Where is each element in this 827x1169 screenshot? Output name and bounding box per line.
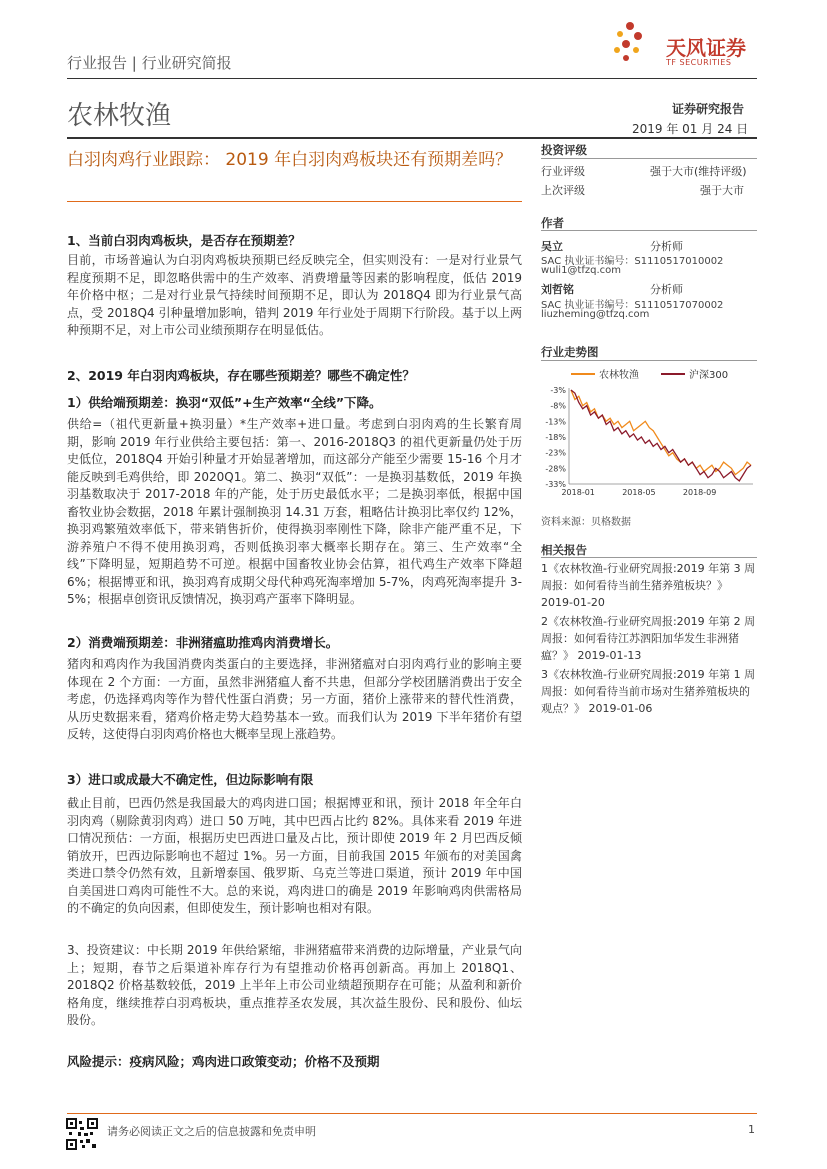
y-tick-label: -18%: [545, 433, 566, 442]
subheading-demand: 2）消费端预期差：非洲猪瘟助推鸡肉消费增长。: [67, 635, 339, 650]
related-list: [541, 560, 757, 717]
legend-label: 农林牧渔: [599, 370, 639, 381]
paragraph-1: 目前，市场普遍认为白羽肉鸡板块预期已经反映完全，但实则没有：一是对行业景气程度预期不足，即忽略供需中的生产效率、消费增量等因素的影响程度，低估 2019 年价格中枢；二是对行业景气持续时间预期不足，即认为 2018Q4 即为行业景气高点，受 2018Q4 引种量增加影响，错判 2019 年行业处于周期下行阶段。基于以上两种预期不足，对上市公司业绩预期存在明显低估。: [67, 253, 522, 337]
report-title: 白羽肉鸡行业跟踪： 2019 年白羽肉鸡板块还有预期差吗？: [67, 150, 513, 170]
related-rule: [541, 557, 757, 558]
qr-code-icon: [66, 1118, 98, 1150]
authors-rule: [541, 230, 757, 231]
subheading-supply: 1）供给端预期差：换羽“双低”+生产效率“全线”下降。: [67, 395, 382, 410]
y-tick-label: -8%: [550, 401, 566, 411]
footer-rule: [67, 1113, 757, 1114]
doc-type: 行业报告 | 行业研究简报: [67, 54, 232, 72]
author-cert-2: SAC 执业证书编号：S1110517070002: [541, 300, 724, 311]
authors-head: 作者: [541, 216, 564, 230]
x-tick-label: 2018-05: [622, 488, 656, 497]
y-tick-label: -23%: [545, 448, 566, 458]
rating-value-1: 强于大市(维持评级): [650, 165, 747, 178]
report-date: 2019 年 01 月 24 日: [632, 122, 749, 136]
y-tick-label: -3%: [550, 386, 566, 395]
section-heading-2: 2、2019 年白羽肉鸡板块，存在哪些预期差？哪些不确定性？: [67, 368, 415, 383]
footer-disclaimer: 请务必阅读正文之后的信息披露和免责申明: [107, 1125, 316, 1138]
related-item[interactable]: 2《农林牧渔-行业研究周报:2019 年第 2 周周报：如何看待江苏泗阳加华发生非洲猪瘟？》 2019-01-13: [541, 615, 756, 662]
paragraph-supply: 供给=（祖代更新量+换羽量）*生产效率+进口量。考虑到白羽肉鸡的生长繁育周期，影响 2019 年行业供给主要包括：第一、2016-2018Q3 的祖代更新量仍处于历史低位，2018Q4 开始引种量才开始显著增加，而这部分产能至少需要 15-16 个月才能反映到毛鸡供给，即 2020Q1。第二、换羽“双低”：一是换羽基数低，2019 年换羽基数取决于 2017-2018 年的产能，处于历史最低水平；二是换羽率低，根据中国畜牧业协会数据，2018 年累计强制换羽 14.31 万套，粗略估计换羽比率仅约 12%，换羽鸡繁殖效率低下，带来销售折价，使得换羽率刚性下降，除非产能严重不足，下游养殖户不得不使用换羽鸡，否则低换羽率大概率长期存在。第三、生产效率“全线”下降明显，短期趋势不可逆。根据中国畜牧业协会估算，祖代鸡生产效率下降超 6%；根据博亚和讯，换羽鸡育成期父母代种鸡死淘率增加 5-7%，肉鸡死淘率提升 3-5%；根据卓创资讯反馈情况，换羽鸡产蛋率下降明显。: [67, 417, 522, 606]
author-name-1: 吴立: [541, 240, 563, 253]
section-heading-1: 1、当前白羽肉鸡板块，是否存在预期差？: [67, 233, 301, 248]
author-email-1[interactable]: wuli1@tfzq.com: [541, 265, 622, 276]
rating-value-2: 强于大市: [700, 184, 744, 197]
author-role-2: 分析师: [650, 283, 683, 296]
rating-label-2: 上次评级: [541, 184, 585, 197]
related-item[interactable]: 1《农林牧渔-行业研究周报:2019 年第 3 周周报：如何看待当前生猪养殖板块？》 2019-01-20: [541, 562, 756, 609]
paragraph-demand: 猪肉和鸡肉作为我国消费肉类蛋白的主要选择，非洲猪瘟对白羽肉鸡行业的影响主要体现在 2 个方面：一方面，虽然非洲猪瘟人畜不共患，但部分学校团膳消费出于安全考虑，仍选择鸡肉等作为替代性蛋白消费；另一方面，猪价上涨带来的替代性消费，从历史数据来看，猪鸡价格走势大趋势基本一致。而我们认为 2019 下半年猪价有望反转，这使得白羽肉鸡价格也大概率呈现上涨趋势。: [67, 657, 522, 741]
author-cert-1: SAC 执业证书编号：S1110517010002: [541, 256, 724, 267]
chart-rule: [541, 360, 757, 361]
rating-head: 投资评级: [541, 143, 587, 157]
chart-head: 行业走势图: [541, 345, 599, 359]
industry-title: 农林牧渔: [67, 101, 172, 131]
logo-name: 天风证券: [666, 36, 746, 60]
paragraph-import: 截止目前，巴西仍然是我国最大的鸡肉进口国；根据博亚和讯，预计 2018 年全年白羽肉鸡（剔除黄羽肉鸡）进口 50 万吨，其中巴西占比约 82%。具体来看 2019 年进口情况预估：一方面，根据历史巴西进口量及占比，预计即使 2019 年 2 月巴西反倾销放开，巴西边际影响也不超过 1%。另一方面，目前我国 2015 年颁布的对美国禽类进口禁令仍然有效，且新增泰国、俄罗斯、乌克兰等进口渠道，预计 2019 年中国自美国进口鸡肉可能性不大。总的来说，鸡肉进口的确是 2019 年影响鸡肉供需格局的不确定的负向因素，但即使发生，预计影响也相对有限。: [67, 796, 522, 915]
rating-label-1: 行业评级: [541, 165, 585, 178]
paragraph-investment: 3、投资建议：中长期 2019 年供给紧缩，非洲猪瘟带来消费的边际增量，产业景气向上；短期，春节之后渠道补库存行为有望推动价格再创新高。再加上 2018Q1、2018Q2 价格基数较低，2019 上半年上市公司业绩超预期存在可能；从盈利和新价格角度，继续推荐白羽鸡板块，重点推荐圣农发展，其次益生股份、民和股份、仙坛股份。: [67, 943, 522, 1027]
related-item[interactable]: 3《农林牧渔-行业研究周报:2019 年第 1 周周报：如何看待当前市场对生猪养殖板块的观点？》 2019-01-06: [541, 668, 756, 715]
legend-label: 沪深300: [689, 370, 729, 381]
y-tick-label: -13%: [545, 417, 566, 427]
related-head: 相关报告: [541, 543, 587, 557]
author-name-2: 刘哲铭: [541, 283, 574, 296]
page-number: 1: [748, 1123, 755, 1136]
series-line: [571, 390, 751, 475]
author-email-2[interactable]: liuzheming@tfzq.com: [541, 309, 650, 320]
series-line: [571, 390, 751, 481]
trend-chart: [541, 362, 757, 502]
chart-source: 资料来源：贝格数据: [541, 517, 631, 528]
logo-mark-icon: [612, 20, 662, 64]
header-rule: [67, 78, 757, 79]
y-tick-label: -28%: [545, 464, 566, 474]
subheading-import: 3）进口或成最大不确定性，但边际影响有限: [67, 772, 314, 787]
y-tick-label: -33%: [545, 480, 566, 489]
author-role-1: 分析师: [650, 240, 683, 253]
title-rule: [67, 137, 757, 139]
rating-rule: [541, 158, 757, 159]
risk-warning: 风险提示：疫病风险；鸡肉进口政策变动；价格不及预期: [67, 1054, 380, 1069]
x-tick-label: 2018-01: [561, 488, 595, 497]
title-bottom-rule: [67, 201, 522, 202]
x-tick-label: 2018-09: [682, 488, 717, 497]
report-kind: 证券研究报告: [672, 102, 745, 116]
logo-sub: TF SECURITIES: [666, 58, 732, 67]
company-logo: [612, 20, 662, 64]
